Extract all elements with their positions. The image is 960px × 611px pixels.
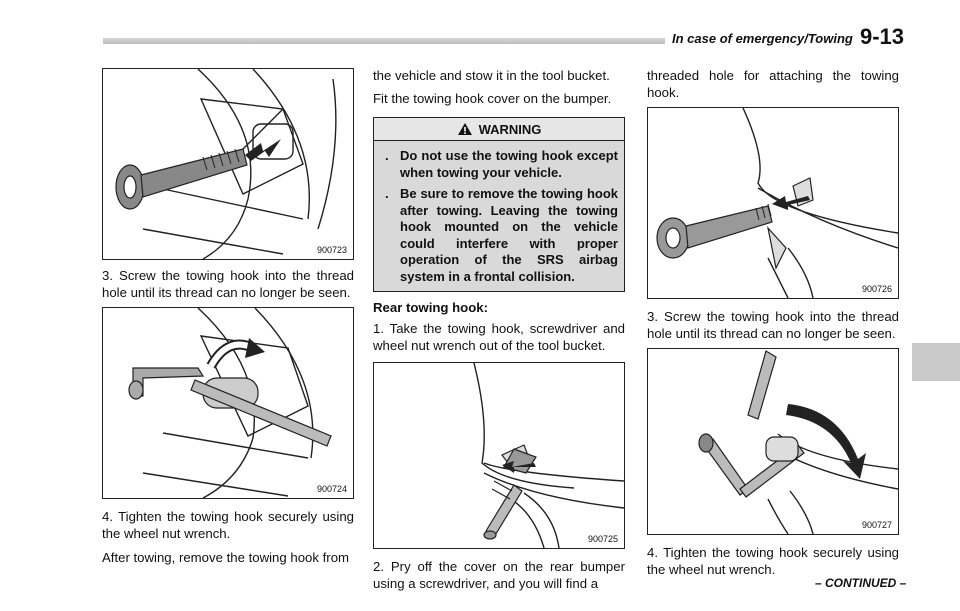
front-wrench-illustration <box>103 308 353 498</box>
column-right <box>647 68 899 578</box>
fit-cover-text: Fit the towing hook cover on the bumper. <box>373 90 612 106</box>
warning-box <box>373 117 625 292</box>
warning-item: . Be sure to remove the towing hook after towing. Leaving the towing hook mounted on the vehicle could interfere with proper operation of the SRS airbag system in a frontal collision. <box>385 186 618 284</box>
section-title: In case of emergency/Towing <box>672 31 853 46</box>
page-number: 9-13 <box>860 24 905 49</box>
instruction-step-4: 4. Tighten the towing hook securely using the wheel nut wrench. <box>647 545 899 577</box>
column-middle <box>373 68 625 592</box>
front-hook-illustration <box>103 69 353 259</box>
chapter-tab <box>912 343 960 381</box>
bullet: . <box>385 148 389 163</box>
after-towing-text: After towing, remove the towing hook from <box>102 550 350 565</box>
instruction-step-3: 3. Screw the towing hook into the thread hole until its thread can no longer be seen. <box>647 309 899 341</box>
figure-code: 900723 <box>316 245 347 255</box>
warning-item: . Do not use the towing hook except when towing your vehicle. <box>385 148 618 180</box>
warning-title: WARNING <box>478 121 542 137</box>
instruction-step-1: 1. Take the towing hook, screwdriver and wheel nut wrench out of the tool bucket. <box>373 321 625 353</box>
continuation-text: the vehicle and stow it in the tool bucket. <box>373 68 610 83</box>
header-rule <box>103 38 665 44</box>
figure-code: 900726 <box>861 284 892 294</box>
instruction-step-4: 4. Tighten the towing hook securely using the wheel nut wrench. <box>102 509 354 541</box>
continued-note: – CONTINUED – <box>815 576 907 590</box>
figure-900723 <box>102 68 354 260</box>
rear-cover-illustration <box>374 363 624 548</box>
figure-900726 <box>647 107 899 299</box>
rear-wrench-illustration <box>648 349 898 534</box>
instruction-step-3: 3. Screw the towing hook into the thread hole until its thread can no longer be seen. <box>102 268 354 300</box>
continuation-text: threaded hole for attaching the towing hook. <box>647 68 899 100</box>
warning-header <box>374 118 624 141</box>
figure-900727 <box>647 348 899 535</box>
warning-list <box>374 141 624 291</box>
figure-900725 <box>373 362 625 549</box>
figure-code: 900724 <box>316 484 347 494</box>
figure-code: 900727 <box>861 520 892 530</box>
warning-triangle-icon <box>457 122 473 136</box>
rear-hook-heading: Rear towing hook: <box>373 300 489 315</box>
column-left <box>102 68 354 567</box>
bullet: . <box>385 186 389 201</box>
figure-code: 900725 <box>587 534 618 544</box>
rear-hook-illustration <box>648 108 898 298</box>
figure-900724 <box>102 307 354 499</box>
instruction-step-2: 2. Pry off the cover on the rear bumper using a screwdriver, and you will find a <box>373 559 625 591</box>
